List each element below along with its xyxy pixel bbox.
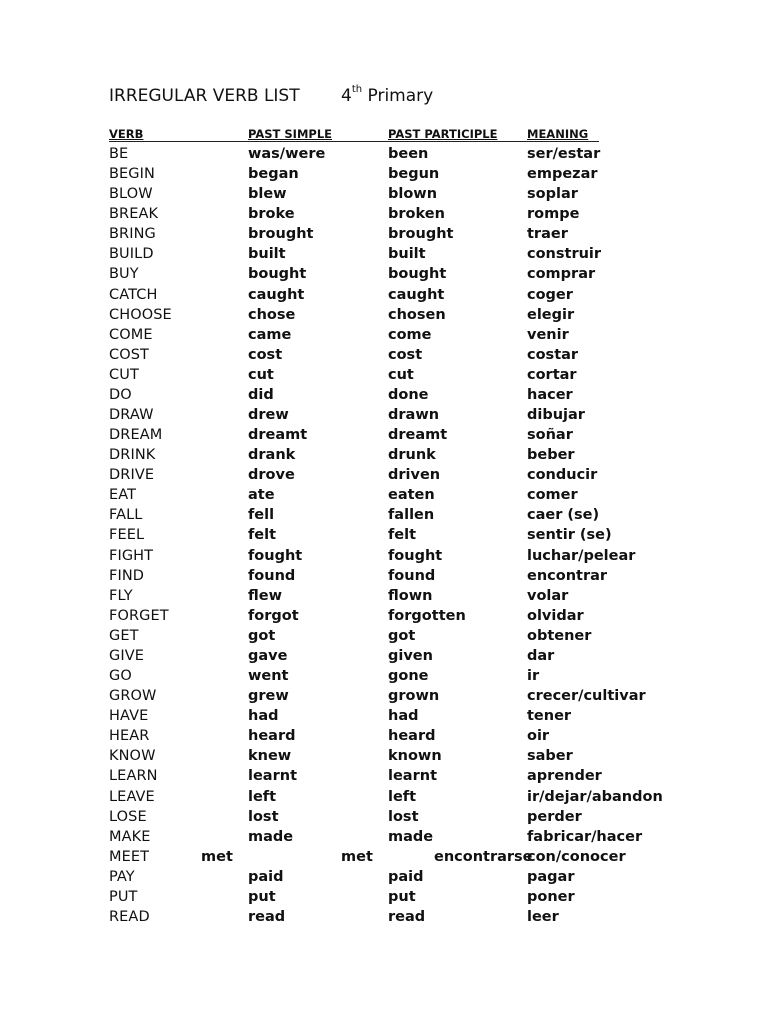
cell-past-participle: drunk: [388, 447, 436, 464]
cell-past-participle: cut: [388, 366, 414, 383]
table-row: [109, 586, 669, 606]
cell-past-participle: driven: [388, 467, 441, 484]
cell-past-participle: begun: [388, 166, 440, 183]
cell-meaning: coger: [527, 286, 573, 303]
cell-past-participle: flown: [388, 587, 433, 604]
cell-verb: MAKE: [109, 828, 151, 845]
cell-past-simple: caught: [248, 286, 305, 303]
table-row: [109, 646, 669, 666]
table-row: [109, 566, 669, 586]
table-row: [109, 766, 669, 786]
cell-past-simple: blew: [248, 186, 287, 203]
cell-meaning: ir: [527, 668, 540, 685]
cell-verb: FEEL: [109, 527, 145, 544]
table-row: [109, 465, 669, 485]
cell-past-simple: built: [248, 246, 286, 263]
header-past-participle: PAST PARTICIPLE: [388, 127, 498, 141]
table-row: [109, 887, 669, 907]
table-row: [109, 746, 669, 766]
cell-verb: KNOW: [109, 748, 156, 765]
table-row: [109, 425, 669, 445]
cell-verb: HAVE: [109, 708, 149, 725]
cell-meaning: construir: [527, 246, 602, 263]
cell-verb: CUT: [109, 366, 139, 383]
cell-past-participle: brought: [388, 226, 454, 243]
table-row: [109, 626, 669, 646]
cell-meaning: encontrarse: [434, 848, 533, 865]
cell-verb: FORGET: [109, 607, 169, 624]
cell-past-participle: made: [388, 828, 434, 845]
cell-past-participle: grown: [388, 688, 440, 705]
cell-past-simple: began: [248, 166, 299, 183]
cell-past-simple: bought: [248, 266, 307, 283]
cell-meaning-extra: con/conocer: [527, 848, 626, 865]
cell-past-participle: cost: [388, 346, 423, 363]
cell-past-participle: blown: [388, 186, 438, 203]
cell-meaning: venir: [527, 326, 569, 343]
table-row: [109, 867, 669, 887]
cell-past-simple: was/were: [248, 146, 326, 162]
cell-meaning: encontrar: [527, 567, 608, 584]
cell-verb: CATCH: [109, 286, 158, 303]
cell-past-simple: learnt: [248, 768, 297, 785]
cell-past-participle: learnt: [388, 768, 437, 785]
cell-meaning: olvidar: [527, 607, 584, 624]
cell-verb: PAY: [109, 868, 135, 885]
cell-verb: BLOW: [109, 186, 153, 203]
document-title: [109, 86, 433, 106]
cell-meaning: tener: [527, 708, 572, 725]
table-row: [109, 726, 669, 746]
table-row: [109, 807, 669, 827]
cell-meaning: hacer: [527, 386, 573, 403]
cell-meaning: sentir (se): [527, 527, 612, 544]
cell-past-participle: gone: [388, 668, 429, 685]
cell-verb: HEAR: [109, 728, 150, 745]
cell-verb: COST: [109, 346, 149, 363]
cell-past-participle: fallen: [388, 507, 435, 524]
cell-past-participle: built: [388, 246, 426, 263]
cell-past-participle: come: [388, 326, 432, 343]
cell-past-simple: brought: [248, 226, 314, 243]
cell-past-simple: found: [248, 567, 296, 584]
cell-meaning: leer: [527, 908, 559, 925]
cell-meaning: cortar: [527, 366, 577, 383]
cell-past-participle: felt: [388, 527, 417, 544]
cell-verb: LEARN: [109, 768, 158, 785]
table-row: [109, 285, 669, 305]
cell-verb: MEET: [109, 848, 150, 865]
table-row: [109, 445, 669, 465]
cell-meaning: luchar/pelear: [527, 547, 636, 564]
table-row: [109, 505, 669, 525]
cell-meaning: pagar: [527, 868, 575, 885]
cell-past-simple: knew: [248, 748, 292, 765]
cell-meaning: dar: [527, 647, 555, 664]
table-row: [109, 144, 669, 164]
cell-past-participle: had: [388, 708, 419, 725]
cell-past-participle: heard: [388, 728, 436, 745]
cell-meaning: soñar: [527, 427, 573, 444]
cell-past-participle: put: [388, 888, 416, 905]
cell-meaning: obtener: [527, 627, 592, 644]
cell-past-simple: left: [248, 788, 277, 805]
cell-meaning: rompe: [527, 206, 580, 223]
cell-verb: FALL: [109, 507, 143, 524]
table-row: [109, 345, 669, 365]
cell-past-simple: paid: [248, 868, 284, 885]
cell-past-participle: dreamt: [388, 427, 448, 444]
table-row: [109, 244, 669, 264]
cell-meaning: ser/estar: [527, 146, 601, 162]
cell-meaning: elegir: [527, 306, 575, 323]
verb-table: [109, 144, 669, 927]
cell-meaning: aprender: [527, 768, 602, 785]
cell-past-participle: fought: [388, 547, 443, 564]
cell-verb: GROW: [109, 688, 157, 705]
cell-meaning: crecer/cultivar: [527, 688, 646, 705]
cell-past-simple: fought: [248, 547, 303, 564]
cell-verb: DRINK: [109, 447, 156, 464]
table-row: [109, 385, 669, 405]
cell-verb: FIGHT: [109, 547, 154, 564]
grade-suffix: th: [351, 84, 363, 96]
cell-verb: EAT: [109, 487, 137, 504]
cell-verb: FLY: [109, 587, 133, 604]
table-row: [109, 606, 669, 626]
table-row: [109, 546, 669, 566]
cell-meaning: empezar: [527, 166, 598, 183]
cell-past-participle: eaten: [388, 487, 435, 504]
cell-meaning: fabricar/hacer: [527, 828, 643, 845]
cell-past-simple: cut: [248, 366, 274, 383]
table-row: [109, 365, 669, 385]
cell-past-participle: read: [388, 908, 426, 925]
cell-verb: DO: [109, 386, 132, 403]
grade-number: 4: [341, 86, 352, 106]
cell-verb: LOSE: [109, 808, 147, 825]
cell-meaning: oir: [527, 728, 550, 745]
cell-past-participle: drawn: [388, 407, 440, 424]
title-text: IRREGULAR VERB LIST: [109, 86, 300, 106]
cell-past-simple: broke: [248, 206, 295, 223]
cell-past-simple: fell: [248, 507, 275, 524]
cell-verb: GO: [109, 668, 132, 685]
table-row: [109, 666, 669, 686]
cell-verb: BUILD: [109, 246, 154, 263]
cell-past-participle: bought: [388, 266, 447, 283]
cell-past-simple: flew: [248, 587, 282, 604]
cell-past-simple: drank: [248, 447, 296, 464]
cell-past-simple: made: [248, 828, 294, 845]
cell-verb: BREAK: [109, 206, 159, 223]
cell-verb: GET: [109, 627, 139, 644]
cell-verb: FIND: [109, 567, 145, 584]
cell-verb: CHOOSE: [109, 306, 172, 323]
header-verb: VERB: [109, 127, 144, 141]
cell-meaning: comer: [527, 487, 578, 504]
header-meaning: MEANING: [527, 127, 589, 141]
cell-verb: BEGIN: [109, 166, 155, 183]
cell-meaning: comprar: [527, 266, 596, 283]
cell-past-simple: drew: [248, 407, 289, 424]
cell-verb: COME: [109, 326, 153, 343]
table-row: [109, 525, 669, 545]
cell-past-participle: met: [341, 848, 373, 865]
cell-past-participle: been: [388, 146, 429, 162]
cell-past-simple: heard: [248, 728, 296, 745]
cell-past-participle: forgotten: [388, 607, 466, 624]
cell-past-participle: broken: [388, 206, 445, 223]
table-row: [109, 204, 669, 224]
cell-verb: BRING: [109, 226, 156, 243]
cell-meaning: poner: [527, 888, 575, 905]
cell-verb: PUT: [109, 888, 138, 905]
cell-past-simple: had: [248, 708, 279, 725]
table-row: [109, 847, 669, 867]
table-row: [109, 405, 669, 425]
cell-past-simple: put: [248, 888, 276, 905]
cell-past-simple: chose: [248, 306, 296, 323]
cell-verb: LEAVE: [109, 788, 155, 805]
cell-past-simple: grew: [248, 688, 289, 705]
cell-past-simple: went: [248, 668, 289, 685]
cell-past-simple: gave: [248, 647, 288, 664]
cell-verb: BE: [109, 146, 129, 162]
cell-past-participle: chosen: [388, 306, 446, 323]
cell-meaning: caer (se): [527, 507, 600, 524]
cell-meaning: volar: [527, 587, 569, 604]
table-header: [109, 127, 599, 143]
table-row: [109, 827, 669, 847]
table-row: [109, 325, 669, 345]
cell-past-simple: ate: [248, 487, 275, 504]
cell-meaning: dibujar: [527, 407, 585, 424]
cell-past-simple: dreamt: [248, 427, 308, 444]
cell-past-participle: left: [388, 788, 417, 805]
table-row: [109, 907, 669, 927]
cell-past-simple: cost: [248, 346, 283, 363]
cell-meaning: traer: [527, 226, 568, 243]
table-row: [109, 686, 669, 706]
cell-meaning: costar: [527, 346, 579, 363]
cell-past-simple: lost: [248, 808, 279, 825]
cell-meaning: perder: [527, 808, 582, 825]
cell-meaning: soplar: [527, 186, 578, 203]
cell-verb: DRAW: [109, 407, 154, 424]
table-row: [109, 485, 669, 505]
table-row: [109, 164, 669, 184]
cell-meaning: conducir: [527, 467, 598, 484]
cell-past-participle: lost: [388, 808, 419, 825]
cell-past-participle: found: [388, 567, 436, 584]
cell-past-simple: came: [248, 326, 292, 343]
table-row: [109, 305, 669, 325]
cell-past-participle: caught: [388, 286, 445, 303]
cell-verb: READ: [109, 908, 150, 925]
cell-verb: DREAM: [109, 427, 163, 444]
cell-verb: BUY: [109, 266, 139, 283]
cell-past-participle: got: [388, 627, 416, 644]
table-row: [109, 224, 669, 244]
cell-past-simple: did: [248, 386, 274, 403]
cell-past-participle: given: [388, 647, 433, 664]
cell-past-participle: done: [388, 386, 429, 403]
cell-verb: DRIVE: [109, 467, 155, 484]
cell-past-participle: paid: [388, 868, 424, 885]
header-rule: [109, 141, 599, 142]
cell-verb: GIVE: [109, 647, 144, 664]
table-row: [109, 184, 669, 204]
cell-past-simple: met: [201, 848, 233, 865]
cell-past-participle: known: [388, 748, 442, 765]
cell-meaning: beber: [527, 447, 575, 464]
cell-meaning: saber: [527, 748, 573, 765]
cell-past-simple: got: [248, 627, 276, 644]
cell-past-simple: drove: [248, 467, 295, 484]
cell-past-simple: read: [248, 908, 286, 925]
cell-past-simple: felt: [248, 527, 277, 544]
cell-meaning: ir/dejar/abandon: [527, 788, 663, 805]
cell-past-simple: forgot: [248, 607, 299, 624]
table-row: [109, 706, 669, 726]
grade-word: Primary: [367, 86, 434, 106]
table-row: [109, 787, 669, 807]
table-row: [109, 264, 669, 284]
header-past-simple: PAST SIMPLE: [248, 127, 333, 141]
